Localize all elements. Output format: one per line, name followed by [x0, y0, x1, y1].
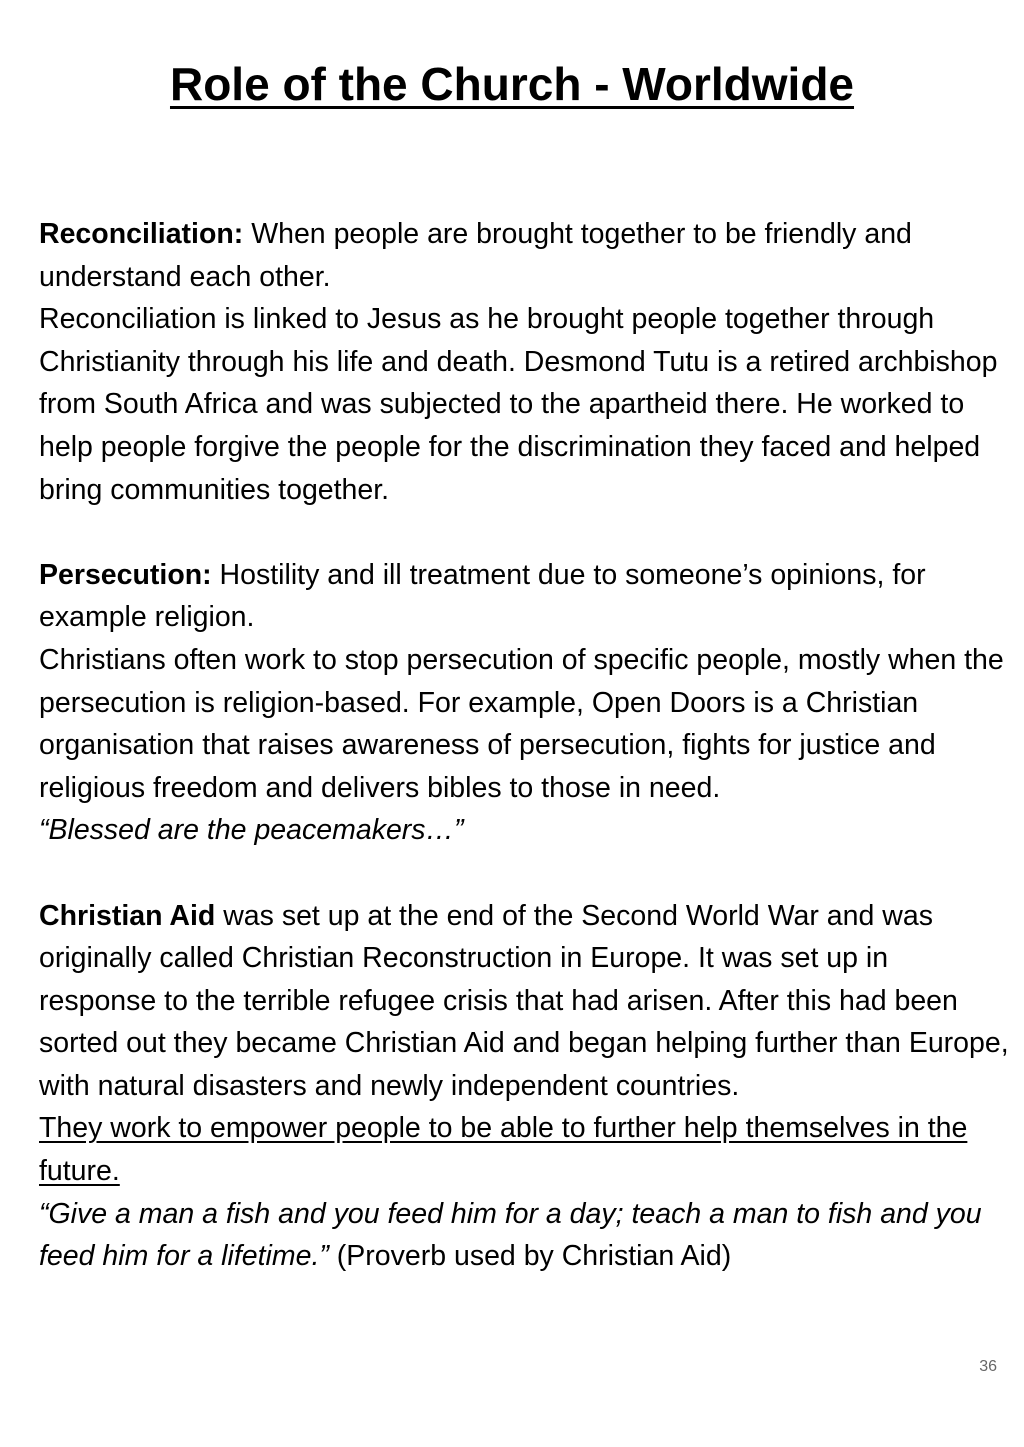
christian-aid-proverb [39, 1193, 1009, 1278]
christian-aid-underlined-statement: They work to empower people to be able to further help themselves in the future. [39, 1112, 968, 1188]
christian-aid-body [39, 895, 1009, 1108]
christian-aid-body-text: was set up at the end of the Second World War and was originally called Christian Reconstruction in Europe. It was set up in response to the terrible refugee crisis that had arisen. After this had been sorted out they became Christian Aid and began helping further than Europe, with natural disasters and newly independent countries. [39, 899, 1009, 1102]
persecution-body: Christians often work to stop persecution of specific people, mostly when the persecution is religion-based. For example, Open Doors is a Christian organisation that raises awareness of persecution, fights for justice and religious freedom and delivers bibles to those in need. [39, 643, 1004, 804]
reconciliation-definition [39, 213, 1009, 298]
reconciliation-definition-text: When people are brought together to be friendly and understand each other. [39, 218, 912, 293]
paragraph-gap [39, 511, 1009, 554]
paragraph-gap [39, 852, 1009, 895]
reconciliation-body: Reconciliation is linked to Jesus as he brought people together through Christianity through his life and death. Desmond Tutu is a retired archbishop from South Africa and was subjected to the apartheid there. He worked to help people forgive the people for the discrimination they faced and helped bring communities together. [39, 303, 998, 506]
page-title: Role of the Church - Worldwide [169, 58, 855, 110]
christian-aid-quote: “Give a man a fish and you feed him for a day; teach a man to fish and you feed him for a lifetime.” [39, 1197, 982, 1273]
persecution-quote: “Blessed are the peacemakers…” [39, 814, 464, 847]
persecution-definition [39, 554, 1009, 639]
persecution-definition-text: Hostility and ill treatment due to someone’s opinions, for example religion. [39, 558, 926, 634]
persecution-term: Persecution: [39, 558, 212, 591]
christian-aid-attribution: (Proverb used by Christian Aid) [328, 1240, 732, 1273]
document-body [39, 213, 1009, 1278]
page-number: 36 [979, 1358, 997, 1375]
reconciliation-term: Reconciliation: [39, 218, 244, 250]
christian-aid-term: Christian Aid [39, 899, 216, 932]
